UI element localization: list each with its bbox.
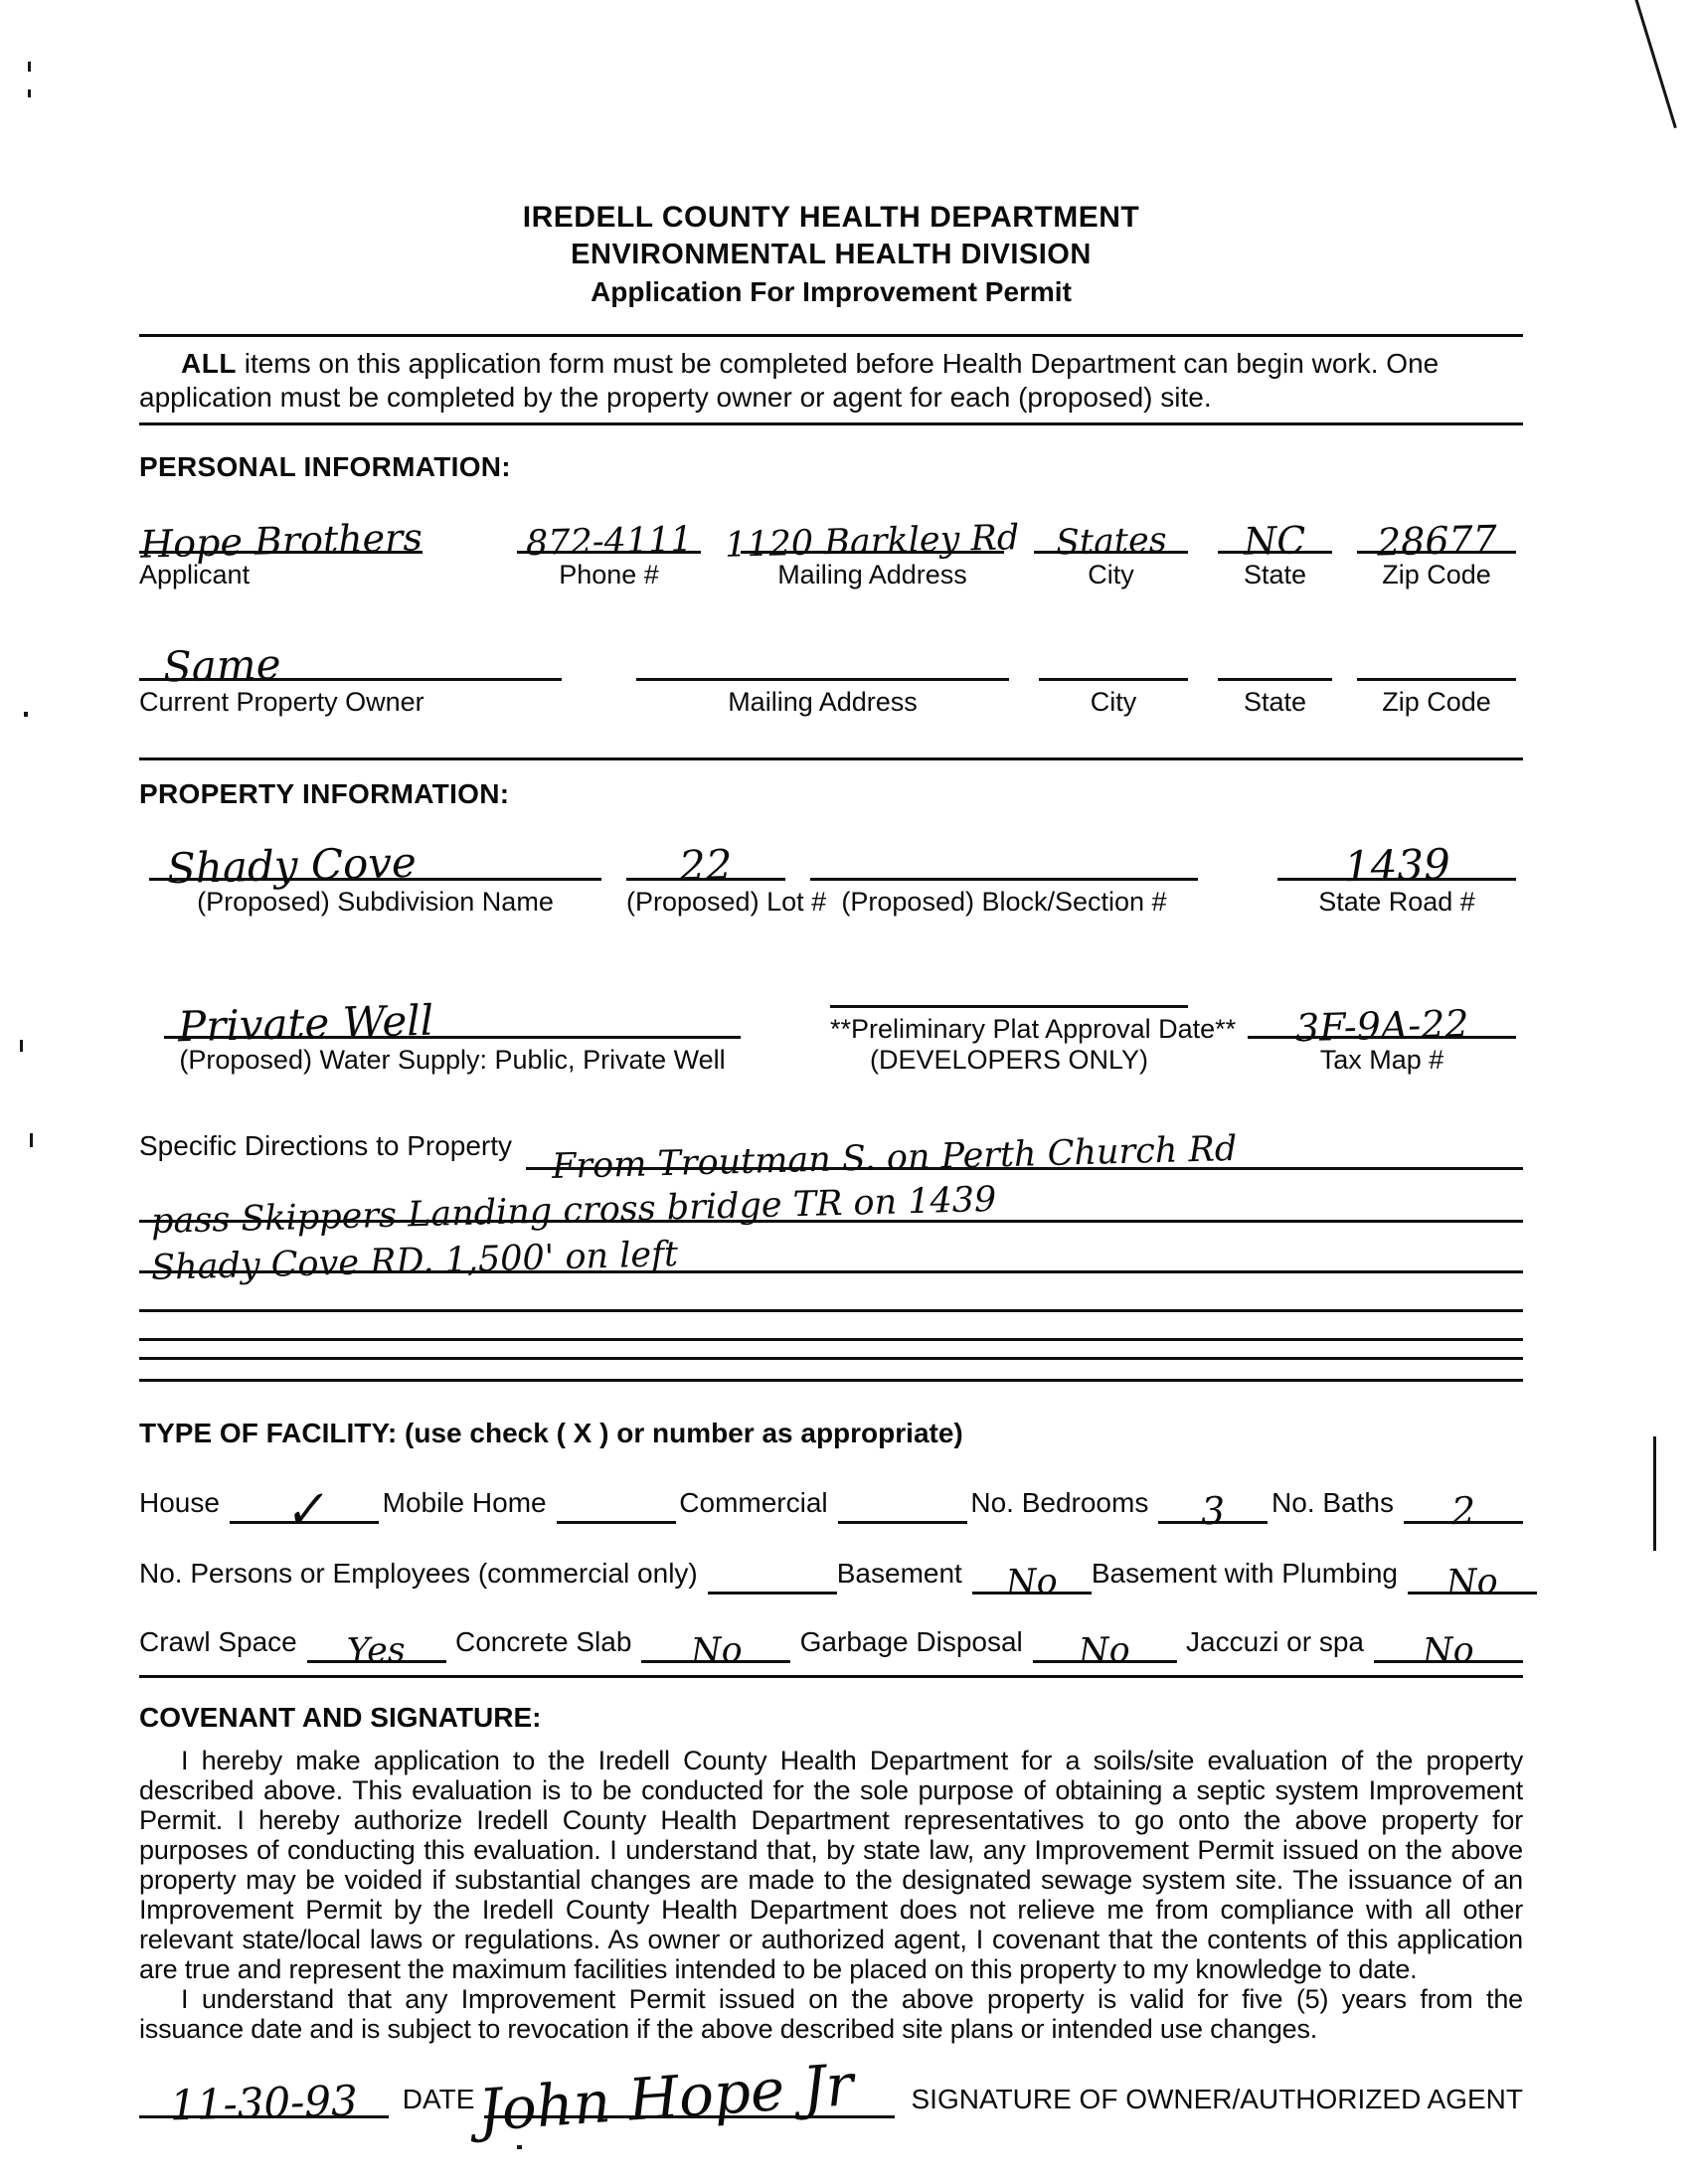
field-water-supply <box>164 976 741 1076</box>
bedrooms-label: No. Bedrooms <box>970 1487 1149 1518</box>
field-basement-plumbing <box>1091 1544 1537 1603</box>
field-current-owner <box>139 624 562 718</box>
owner-zip-line <box>1357 624 1516 681</box>
field-phone <box>517 497 701 590</box>
garbage-disposal-line <box>1033 1612 1177 1672</box>
facility-row-2 <box>139 1544 1523 1603</box>
field-commercial <box>679 1473 966 1524</box>
lot-number-label: (Proposed) Lot # <box>626 887 827 917</box>
lot-number-value: 22 <box>678 840 734 891</box>
scan-artifact-speck <box>24 712 28 717</box>
state-road-value: 1439 <box>1342 839 1451 892</box>
mailing-address-value: 1120 Barkley Rd <box>724 517 1021 566</box>
field-state <box>1218 497 1332 590</box>
scan-artifact-speck <box>20 1040 23 1052</box>
signature-line <box>476 2050 895 2145</box>
field-owner-city <box>1039 624 1188 718</box>
covenant-heading: COVENANT AND SIGNATURE: <box>139 1702 542 1733</box>
plat-approval-label: **Preliminary Plat Approval Date** <box>830 1014 1237 1044</box>
intro-text: items on this application form must be completed before Health Department can begin work. One application must be completed by the property owner or agent for each (proposed) site. <box>139 348 1440 413</box>
date-line <box>139 2060 389 2130</box>
department-title: IREDELL COUNTY HEALTH DEPARTMENT <box>522 201 1140 234</box>
field-mobile-home <box>383 1473 676 1524</box>
field-basement <box>836 1544 1092 1603</box>
basement-plumbing-line <box>1408 1544 1537 1603</box>
directions-row <box>139 1109 1523 1187</box>
block-section-label: (Proposed) Block/Section # <box>841 887 1167 917</box>
directions-value-2: pass Skippers Landing cross bridge TR on 1439 <box>150 1179 997 1242</box>
field-block-section <box>810 820 1198 918</box>
city-line <box>1034 497 1188 563</box>
divider <box>139 1675 1523 1678</box>
commercial-line <box>838 1473 967 1524</box>
field-plat-approval <box>830 945 1237 1076</box>
state-label: State <box>1243 560 1307 589</box>
mailing-address-line <box>724 497 1021 566</box>
owner-city-label: City <box>1090 687 1137 717</box>
crawl-space-value: Yes <box>346 1629 407 1672</box>
current-owner-line <box>139 624 562 692</box>
scan-artifact-edge-line <box>1653 1436 1656 1551</box>
applicant-value: Hope Brothers <box>139 515 423 567</box>
field-owner-zip <box>1357 624 1516 718</box>
facility-row-1 <box>139 1473 1523 1542</box>
property-row-2 <box>139 945 1523 1076</box>
city-label: City <box>1088 560 1134 589</box>
bedrooms-line <box>1158 1473 1268 1534</box>
applicant-line <box>139 497 423 567</box>
scan-artifact-corner-line <box>1630 0 1677 128</box>
city-value: States <box>1055 520 1167 563</box>
concrete-slab-value: No <box>690 1629 743 1672</box>
date-value: 11-30-93 <box>169 2076 359 2130</box>
zip-value: 28677 <box>1375 517 1497 565</box>
field-persons <box>139 1544 837 1595</box>
jaccuzi-label: Jaccuzi or spa <box>1186 1626 1364 1657</box>
date-label: DATE <box>402 2084 475 2114</box>
divider <box>139 757 1523 760</box>
house-checkmark: ✓ <box>280 1478 328 1542</box>
scan-artifact-speck <box>517 2145 522 2149</box>
plat-approval-line <box>830 945 1188 1008</box>
phone-label: Phone # <box>559 560 659 589</box>
directions-label: Specific Directions to Property <box>139 1130 513 1161</box>
house-label: House <box>139 1487 220 1518</box>
personal-information-heading: PERSONAL INFORMATION: <box>139 451 511 482</box>
directions-blank-line <box>139 1312 1523 1341</box>
water-supply-value: Private Well <box>177 995 434 1052</box>
mobile-home-line <box>557 1473 676 1524</box>
property-information-heading: PROPERTY INFORMATION: <box>139 778 510 809</box>
intro-bold-lead: ALL <box>181 348 237 379</box>
water-supply-line <box>164 976 741 1052</box>
persons-label: No. Persons or Employees (commercial only) <box>139 1558 698 1589</box>
mobile-home-label: Mobile Home <box>382 1487 547 1518</box>
baths-value: 2 <box>1450 1488 1476 1534</box>
jaccuzi-line <box>1374 1612 1523 1672</box>
field-mailing-address <box>724 497 1021 590</box>
crawl-space-label: Crawl Space <box>139 1626 297 1657</box>
lot-number-line <box>626 820 785 891</box>
field-crawl-space <box>139 1612 446 1672</box>
divider <box>139 422 1523 425</box>
signature-row <box>139 2050 1523 2145</box>
field-jaccuzi <box>1186 1612 1523 1672</box>
intro-paragraph <box>139 347 1523 415</box>
basement-plumbing-label: Basement with Plumbing <box>1091 1558 1398 1589</box>
zip-line <box>1357 497 1516 565</box>
tax-map-line <box>1248 976 1516 1051</box>
applicant-label: Applicant <box>139 560 251 589</box>
concrete-slab-line <box>641 1612 790 1672</box>
phone-value: 872-4111 <box>525 519 693 564</box>
state-road-line <box>1277 820 1516 892</box>
subdivision-label: (Proposed) Subdivision Name <box>197 887 554 917</box>
subdivision-line <box>149 820 601 894</box>
field-owner-mailing <box>636 624 1009 718</box>
scan-artifact-speck <box>30 1133 33 1147</box>
field-concrete-slab <box>454 1612 790 1672</box>
basement-plumbing-value: No <box>1445 1561 1499 1603</box>
mailing-address-label: Mailing Address <box>777 560 967 589</box>
divider <box>139 1379 1523 1382</box>
field-zip <box>1357 497 1516 590</box>
baths-line <box>1404 1473 1523 1534</box>
crawl-space-line <box>307 1612 446 1672</box>
directions-value-3: Shady Cove RD. 1,500' on left <box>150 1234 679 1288</box>
property-row-1 <box>139 820 1523 918</box>
owner-mailing-label: Mailing Address <box>728 687 918 717</box>
field-garbage-disposal <box>799 1612 1177 1672</box>
facility-heading: TYPE OF FACILITY: (use check ( X ) or number as appropriate) <box>139 1418 963 1448</box>
facility-row-3 <box>139 1612 1523 1672</box>
form-content <box>139 0 1523 2145</box>
scan-artifact-speck <box>28 62 31 72</box>
division-title: ENVIRONMENTAL HEALTH DIVISION <box>571 239 1092 270</box>
field-baths <box>1271 1473 1523 1534</box>
garbage-disposal-label: Garbage Disposal <box>799 1626 1023 1657</box>
water-supply-label: (Proposed) Water Supply: Public, Private Well <box>179 1045 726 1075</box>
house-line <box>230 1473 379 1542</box>
field-subdivision <box>149 820 601 918</box>
persons-line <box>708 1544 837 1595</box>
block-section-line <box>810 820 1198 881</box>
jaccuzi-value: No <box>1422 1629 1475 1672</box>
personal-row-owner <box>139 624 1523 718</box>
owner-state-label: State <box>1243 687 1307 717</box>
owner-state-line <box>1218 624 1332 681</box>
scan-artifact-speck <box>28 89 31 97</box>
zip-label: Zip Code <box>1382 560 1491 589</box>
owner-city-line <box>1039 624 1188 681</box>
bedrooms-value: 3 <box>1200 1488 1226 1534</box>
plat-approval-sublabel: (DEVELOPERS ONLY) <box>869 1045 1149 1075</box>
directions-line-1 <box>526 1109 1523 1187</box>
field-bedrooms <box>970 1473 1268 1534</box>
field-owner-state <box>1218 624 1332 718</box>
covenant-paragraph-2: I understand that any Improvement Permit issued on the above property is valid for five (5) years from the issuance date and is subject to revocation if the above described site plans or intended use changes. <box>139 1984 1523 2044</box>
field-state-road <box>1277 820 1516 918</box>
owner-mailing-line <box>636 624 1009 681</box>
state-road-label: State Road # <box>1318 887 1475 917</box>
basement-value: No <box>1005 1561 1059 1603</box>
field-tax-map <box>1248 976 1516 1076</box>
field-house <box>139 1473 379 1542</box>
basement-label: Basement <box>836 1558 962 1589</box>
field-applicant <box>139 497 423 590</box>
baths-label: No. Baths <box>1271 1487 1394 1518</box>
form-title: Application For Improvement Permit <box>591 276 1072 307</box>
field-lot-number <box>626 820 827 918</box>
tax-map-value: 3F-9A-22 <box>1294 1001 1469 1051</box>
owner-signature: John Hope Jr <box>476 2050 857 2145</box>
subdivision-value: Shady Cove <box>166 837 418 894</box>
divider <box>139 1357 1523 1360</box>
owner-zip-label: Zip Code <box>1382 687 1491 717</box>
divider <box>139 334 1523 337</box>
directions-value-1: From Troutman S. on Perth Church Rd <box>551 1128 1238 1187</box>
current-owner-label: Current Property Owner <box>139 687 424 717</box>
basement-line <box>972 1544 1092 1603</box>
field-city <box>1034 497 1188 590</box>
signature-agent-label: SIGNATURE OF OWNER/AUTHORIZED AGENT <box>911 2084 1523 2114</box>
garbage-disposal-value: No <box>1078 1629 1131 1672</box>
commercial-label: Commercial <box>679 1487 828 1518</box>
state-line <box>1218 497 1332 564</box>
covenant-paragraph-1: I hereby make application to the Iredell County Health Department for a soils/site evaluation of the property described above. This evaluation is to be conducted for the sole purpose of obtaining a septic system Improvement Permit. I hereby authorize Iredell County Health Department representatives to go onto the above property for purposes of conducting this evaluation. I understand that, by state law, any Improvement Permit issued on the above property may be voided if substantial changes are made to the designated sewage system site. The issuance of an Improvement Permit by the Iredell County Health Department does not relieve me from compliance with all other relevant state/local laws or regulations. As owner or authorized agent, I covenant that the contents of this application are true and represent the maximum facilities intended to be placed on this property to my knowledge to date. <box>139 1746 1523 1984</box>
concrete-slab-label: Concrete Slab <box>454 1626 632 1657</box>
state-value: NC <box>1243 518 1307 564</box>
personal-row-applicant <box>139 497 1523 590</box>
document-header <box>139 199 1523 310</box>
current-owner-value: Same <box>162 639 282 692</box>
phone-line <box>517 497 701 564</box>
tax-map-label: Tax Map # <box>1319 1045 1444 1075</box>
